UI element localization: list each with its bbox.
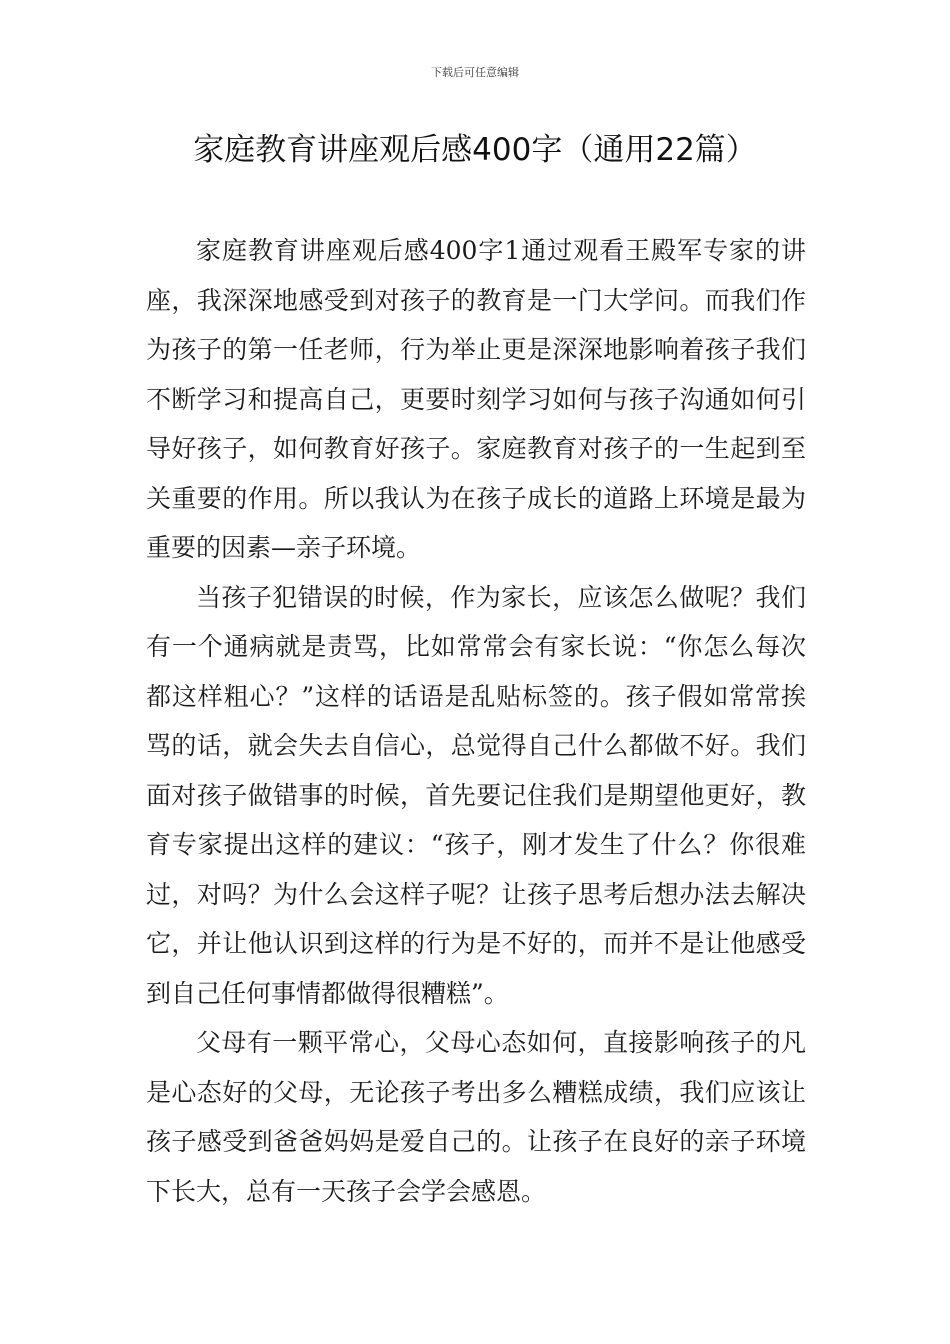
document-title: 家庭教育讲座观后感400字（通用22篇）	[193, 132, 757, 168]
paragraph: 家庭教育讲座观后感400字1通过观看王殿军专家的讲座，我深深地感受到对孩子的教育是一门大学问。而我们作为孩子的第一任老师，行为举止更是深深地影响着孩子我们不断学习和提高自己，更要时刻学习如何与孩子沟通如何引导好孩子，如何教育好孩子。家庭教育对孩子的一生起到至关重要的作用。所以我认为在孩子成长的道路上环境是最为重要的因素—亲子环境。	[146, 236, 806, 562]
document-body	[146, 226, 806, 1216]
header-note: 下载后可任意编辑	[431, 66, 519, 79]
paragraph: 当孩子犯错误的时候，作为家长，应该怎么做呢？我们有一个通病就是责骂，比如常常会有家长说：“你怎么每次都这样粗心？”这样的话语是乱贴标签的。孩子假如常常挨骂的话，就会失去自信心，总觉得自己什么都做不好。我们面对孩子做错事的时候，首先要记住我们是期望他更好，教育专家提出这样的建议：“孩子，刚才发生了什么？你很难过，对吗？为什么会这样子呢？让孩子思考后想办法去解决它，并让他认识到这样的行为是不好的，而并不是让他感受到自己任何事情都做得很糟糕”。	[146, 582, 806, 1008]
paragraph: 父母有一颗平常心，父母心态如何，直接影响孩子的凡是心态好的父母，无论孩子考出多么糟糕成绩，我们应该让孩子感受到爸爸妈妈是爱自己的。让孩子在良好的亲子环境下长大，总有一天孩子会学会感恩。	[146, 1028, 806, 1206]
